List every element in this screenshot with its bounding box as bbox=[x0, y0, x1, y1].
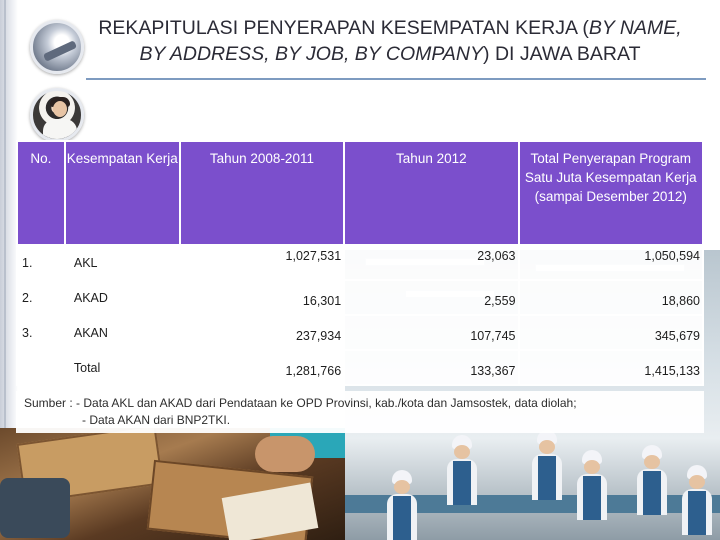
row-no: 3. bbox=[17, 315, 65, 350]
row-no bbox=[17, 350, 65, 385]
row-name: AKL bbox=[65, 245, 180, 280]
table-row bbox=[17, 245, 703, 280]
row-value-2008-2011: 1,281,766 bbox=[180, 350, 344, 385]
header-kesempatan-kerja: Kesempatan Kerja bbox=[65, 141, 180, 245]
table-row bbox=[17, 315, 703, 350]
row-value-total: 1,050,594 bbox=[519, 245, 703, 280]
title-underline bbox=[86, 78, 706, 80]
row-value-total: 1,415,133 bbox=[519, 350, 703, 385]
header-total-penyerapan: Total Penyerapan Program Satu Juta Kesempatan Kerja (sampai Desember 2012) bbox=[519, 141, 703, 245]
table-row bbox=[17, 280, 703, 315]
row-value-2008-2011: 1,027,531 bbox=[180, 245, 344, 280]
slide-title: REKAPITULASI PENYERAPAN KESEMPATAN KERJA (BY NAME, BY ADDRESS, BY JOB, BY COMPANY) DI JAWA BARAT bbox=[98, 17, 682, 65]
header-tahun-2012: Tahun 2012 bbox=[344, 141, 518, 245]
row-value-2012: 23,063 bbox=[344, 245, 518, 280]
source-line-2: - Data AKAN dari BNP2TKI. bbox=[82, 413, 231, 427]
source-line-1: Sumber : - Data AKL dan AKAD dari Pendataan ke OPD Provinsi, kab./kota dan Jamsostek, data diolah; bbox=[24, 396, 577, 410]
table-header-row bbox=[17, 141, 703, 245]
source-note bbox=[16, 391, 704, 433]
businessman-photo bbox=[30, 88, 84, 142]
row-value-2012: 107,745 bbox=[344, 315, 518, 350]
row-value-2008-2011: 237,934 bbox=[180, 315, 344, 350]
row-name: AKAD bbox=[65, 280, 180, 315]
table-total-row bbox=[17, 350, 703, 385]
header-no: No. bbox=[17, 141, 65, 245]
row-value-2012: 133,367 bbox=[344, 350, 518, 385]
employment-recap-table bbox=[16, 140, 704, 386]
row-name: AKAN bbox=[65, 315, 180, 350]
row-value-total: 18,860 bbox=[519, 280, 703, 315]
row-no: 2. bbox=[17, 280, 65, 315]
header-tahun-2008-2011: Tahun 2008-2011 bbox=[180, 141, 344, 245]
row-no: 1. bbox=[17, 245, 65, 280]
cigarette-factory-photo bbox=[0, 428, 345, 540]
row-value-2008-2011: 16,301 bbox=[180, 280, 344, 315]
row-value-2012: 2,559 bbox=[344, 280, 518, 315]
row-value-total: 345,679 bbox=[519, 315, 703, 350]
row-name: Total bbox=[65, 350, 180, 385]
